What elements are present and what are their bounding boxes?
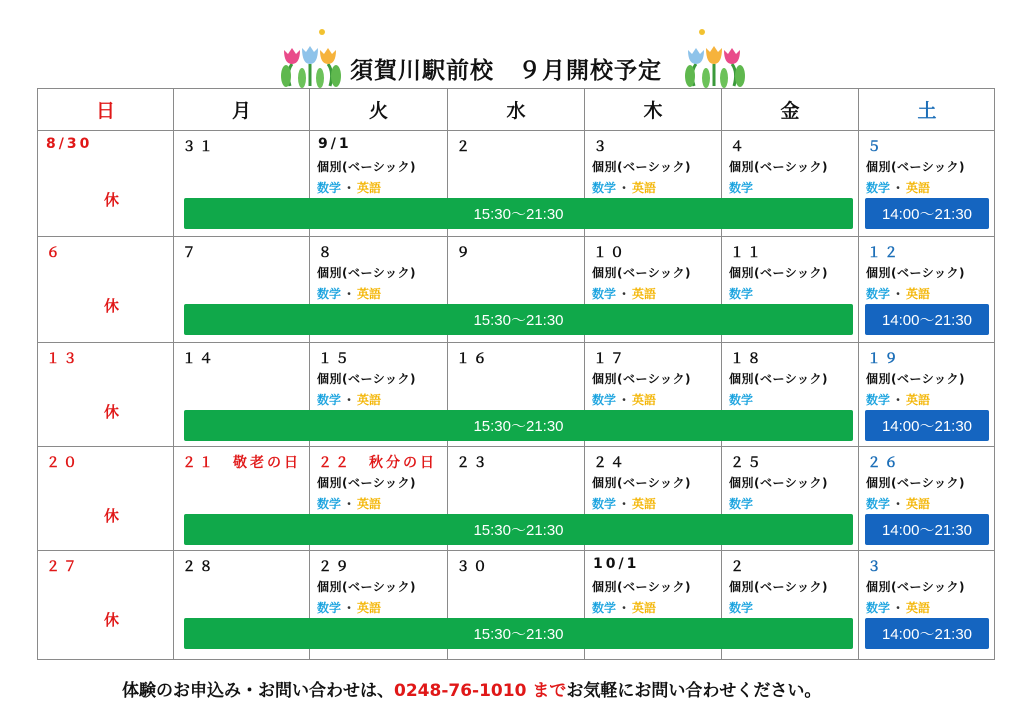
course-label: 個別(ベーシック) [317,160,416,174]
course-label: 個別(ベーシック) [866,476,965,490]
weekday-header-thu: 木 [585,89,722,131]
date-number: ３ [593,139,610,155]
subjects-label [592,599,656,616]
weekday-hours-bar: 15:30～21:30 [184,410,853,441]
separator-dot: ・ [892,601,905,615]
math-label: 数学 [317,601,342,615]
course-label: 個別(ベーシック) [317,372,416,386]
subjects-label [866,179,930,196]
weekday-hours-bar: 15:30～21:30 [184,198,853,229]
course-label: 個別(ベーシック) [317,580,416,594]
course-label: 個別(ベーシック) [317,266,416,280]
math-label: 数学 [729,181,754,195]
closed-label: 休 [104,611,120,629]
closed-label: 休 [104,191,120,209]
phone-number[interactable]: 0248-76-1010 まで [394,681,567,701]
english-label: 英語 [906,181,931,195]
english-label: 英語 [357,497,382,511]
subjects-label [317,599,381,616]
saturday-hours-bar: 14:00～21:30 [865,618,989,649]
math-label: 数学 [317,393,342,407]
date-number: １４ [182,351,216,367]
course-label: 個別(ベーシック) [866,372,965,386]
subjects-label [729,599,753,616]
subjects-label [866,599,930,616]
subjects-label [592,285,656,302]
math-label: 数学 [592,497,617,511]
separator-dot: ・ [892,497,905,511]
date-number: ６ [46,245,63,261]
math-label: 数学 [866,393,891,407]
separator-dot: ・ [892,181,905,195]
closed-label: 休 [104,403,120,421]
saturday-hours-bar: 14:00～21:30 [865,410,989,441]
date-number: ２８ [182,559,216,575]
math-label: 数学 [592,287,617,301]
subjects-label [592,495,656,512]
course-label: 個別(ベーシック) [592,160,691,174]
date-number: ２７ [46,559,80,575]
english-label: 英語 [906,601,931,615]
date-number: ２３ [456,455,490,471]
date-number: ２６ [867,455,901,471]
closed-label: 休 [104,507,120,525]
day-cell-sun [38,131,174,237]
date-number: １３ [46,351,80,367]
day-cell-sun [38,551,174,659]
course-label: 個別(ベーシック) [866,580,965,594]
subjects-label [866,495,930,512]
english-label: 英語 [632,181,657,195]
english-label: 英語 [906,287,931,301]
footer-text-after: お気軽にお問い合わせください。 [566,681,822,701]
subjects-label [866,285,930,302]
math-label: 数学 [866,601,891,615]
english-label: 英語 [357,181,382,195]
date-number: ７ [182,245,199,261]
separator-dot: ・ [343,393,356,407]
math-label: 数学 [729,497,754,511]
course-label: 個別(ベーシック) [866,160,965,174]
date-number: ９ [456,245,473,261]
course-label: 個別(ベーシック) [592,580,691,594]
footer-text-before: 体験のお申込み・お問い合わせは、 [122,681,394,701]
date-number: ２ [730,559,747,575]
separator-dot: ・ [618,393,631,407]
title-row [0,24,1024,88]
course-label: 個別(ベーシック) [592,266,691,280]
date-number: １７ [593,351,627,367]
math-label: 数学 [729,393,754,407]
date-number: ２０ [46,455,80,471]
math-label: 数学 [729,601,754,615]
course-label: 個別(ベーシック) [729,266,828,280]
tulip-illustration-left [280,24,342,88]
date-number: ２２ 秋分の日 [318,455,437,471]
math-label: 数学 [592,393,617,407]
subjects-label [729,285,753,302]
day-cell-sun [38,343,174,447]
subjects-label [592,179,656,196]
english-label: 英語 [632,287,657,301]
date-number: １０ [593,245,627,261]
saturday-hours-bar: 14:00～21:30 [865,198,989,229]
day-cell-sun [38,447,174,551]
course-label: 個別(ベーシック) [592,476,691,490]
date-number: ２９ [318,559,352,575]
subjects-label [317,179,381,196]
english-label: 英語 [906,393,931,407]
english-label: 英語 [632,497,657,511]
contact-footer [122,676,821,701]
separator-dot: ・ [618,497,631,511]
date-number: ２５ [730,455,764,471]
date-number: 10/1 [593,556,640,572]
english-label: 英語 [357,287,382,301]
saturday-hours-bar: 14:00～21:30 [865,304,989,335]
date-number: １６ [456,351,490,367]
date-number: ２ [456,139,473,155]
separator-dot: ・ [618,287,631,301]
weekday-header-mon: 月 [174,89,310,131]
english-label: 英語 [357,393,382,407]
weekday-header-sun: 日 [38,89,174,131]
separator-dot: ・ [343,497,356,511]
weekday-hours-bar: 15:30～21:30 [184,304,853,335]
date-number: ８ [318,245,335,261]
math-label: 数学 [866,181,891,195]
tulip-illustration-right [684,24,746,88]
math-label: 数学 [592,181,617,195]
weekday-hours-bar: 15:30～21:30 [184,618,853,649]
english-label: 英語 [357,601,382,615]
separator-dot: ・ [618,181,631,195]
date-number: １９ [867,351,901,367]
subjects-label [592,391,656,408]
separator-dot: ・ [892,393,905,407]
math-label: 数学 [866,497,891,511]
date-number: １５ [318,351,352,367]
course-label: 個別(ベーシック) [729,372,828,386]
course-label: 個別(ベーシック) [592,372,691,386]
date-number: ２１ 敬老の日 [182,455,301,471]
course-label: 個別(ベーシック) [729,580,828,594]
separator-dot: ・ [892,287,905,301]
weekday-header-wed: 水 [448,89,585,131]
date-number: ３０ [456,559,490,575]
date-number: 9/1 [318,136,352,152]
separator-dot: ・ [343,601,356,615]
english-label: 英語 [632,393,657,407]
english-label: 英語 [632,601,657,615]
date-number: １２ [867,245,901,261]
subjects-label [317,391,381,408]
weekday-header-fri: 金 [722,89,859,131]
math-label: 数学 [317,181,342,195]
weekday-hours-bar: 15:30～21:30 [184,514,853,545]
date-number: １１ [730,245,764,261]
calendar-grid [37,88,995,660]
course-label: 個別(ベーシック) [317,476,416,490]
subjects-label [729,179,753,196]
separator-dot: ・ [343,181,356,195]
date-number: ３１ [182,139,216,155]
weekday-header-tue: 火 [310,89,448,131]
date-number: １８ [730,351,764,367]
date-number: 8/30 [46,136,93,152]
math-label: 数学 [317,287,342,301]
math-label: 数学 [729,287,754,301]
course-label: 個別(ベーシック) [729,476,828,490]
day-cell-sun [38,237,174,343]
date-number: ４ [730,139,747,155]
math-label: 数学 [592,601,617,615]
weekday-header-sat: 土 [859,89,995,131]
saturday-hours-bar: 14:00～21:30 [865,514,989,545]
math-label: 数学 [317,497,342,511]
separator-dot: ・ [618,601,631,615]
math-label: 数学 [866,287,891,301]
date-number: ２４ [593,455,627,471]
subjects-label [729,495,753,512]
subjects-label [317,285,381,302]
subjects-label [729,391,753,408]
subjects-label [317,495,381,512]
course-label: 個別(ベーシック) [866,266,965,280]
english-label: 英語 [906,497,931,511]
date-number: ３ [867,559,884,575]
subjects-label [866,391,930,408]
closed-label: 休 [104,297,120,315]
course-label: 個別(ベーシック) [729,160,828,174]
page-title: 須賀川駅前校 ９月開校予定 [350,58,662,84]
date-number: ５ [867,139,884,155]
separator-dot: ・ [343,287,356,301]
